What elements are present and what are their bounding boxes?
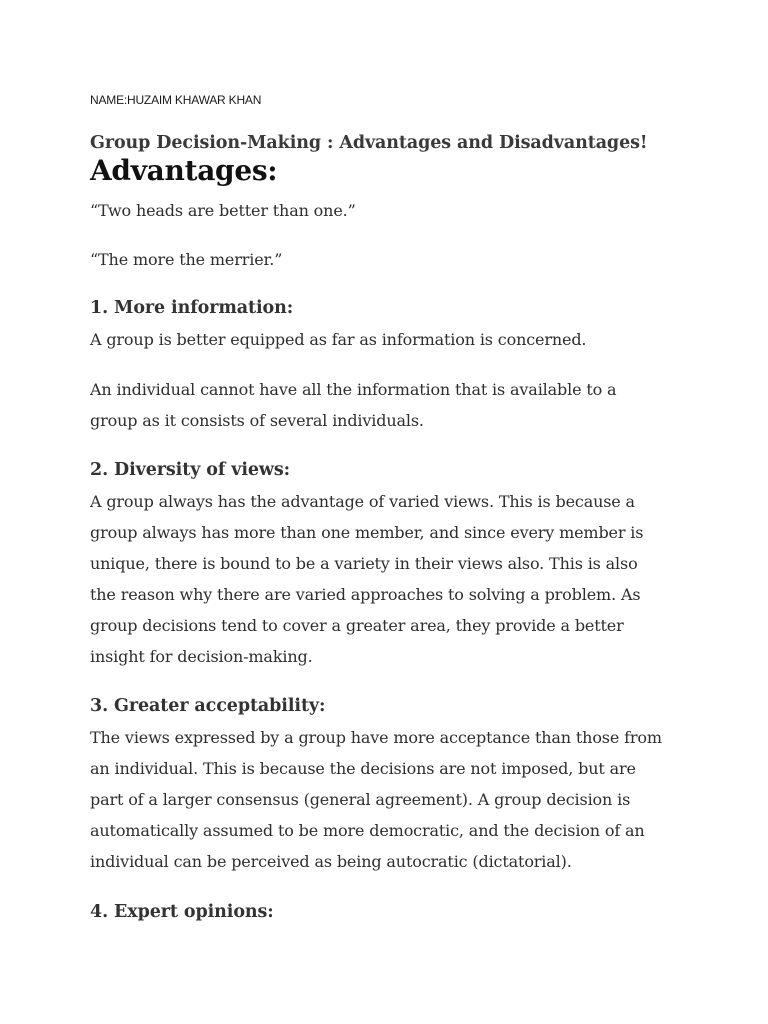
author-name-line: NAME:HUZAIM KHAWAR KHAN: [90, 93, 262, 107]
body-text-line: A group always has the advantage of varied views. This is because a: [90, 492, 635, 511]
advantages-heading: Advantages:: [90, 154, 278, 187]
body-text-line: group decisions tend to cover a greater area, they provide a better: [90, 616, 624, 635]
body-text-line: The views expressed by a group have more acceptance than those from: [90, 728, 662, 747]
document-title: Group Decision-Making : Advantages and Disadvantages!: [90, 133, 648, 153]
quote-line: “Two heads are better than one.”: [90, 201, 356, 220]
body-text-line: group as it consists of several individuals.: [90, 411, 424, 430]
quote-line: “The more the merrier.”: [90, 250, 283, 269]
body-text-line: group always has more than one member, and since every member is: [90, 523, 644, 542]
body-text-line: an individual. This is because the decisions are not imposed, but are: [90, 759, 636, 778]
body-text-line: insight for decision-making.: [90, 647, 313, 666]
point-heading: 3. Greater acceptability:: [90, 696, 326, 716]
body-text-line: the reason why there are varied approaches to solving a problem. As: [90, 585, 641, 604]
body-text-line: A group is better equipped as far as information is concerned.: [90, 330, 587, 349]
body-text-line: unique, there is bound to be a variety in their views also. This is also: [90, 554, 638, 573]
body-text-line: part of a larger consensus (general agreement). A group decision is: [90, 790, 631, 809]
point-heading: 1. More information:: [90, 298, 294, 318]
body-text-line: individual can be perceived as being autocratic (dictatorial).: [90, 852, 572, 871]
point-heading: 2. Diversity of views:: [90, 460, 290, 480]
body-text-line: automatically assumed to be more democratic, and the decision of an: [90, 821, 645, 840]
body-text-line: An individual cannot have all the information that is available to a: [90, 380, 617, 399]
point-heading: 4. Expert opinions:: [90, 902, 274, 922]
